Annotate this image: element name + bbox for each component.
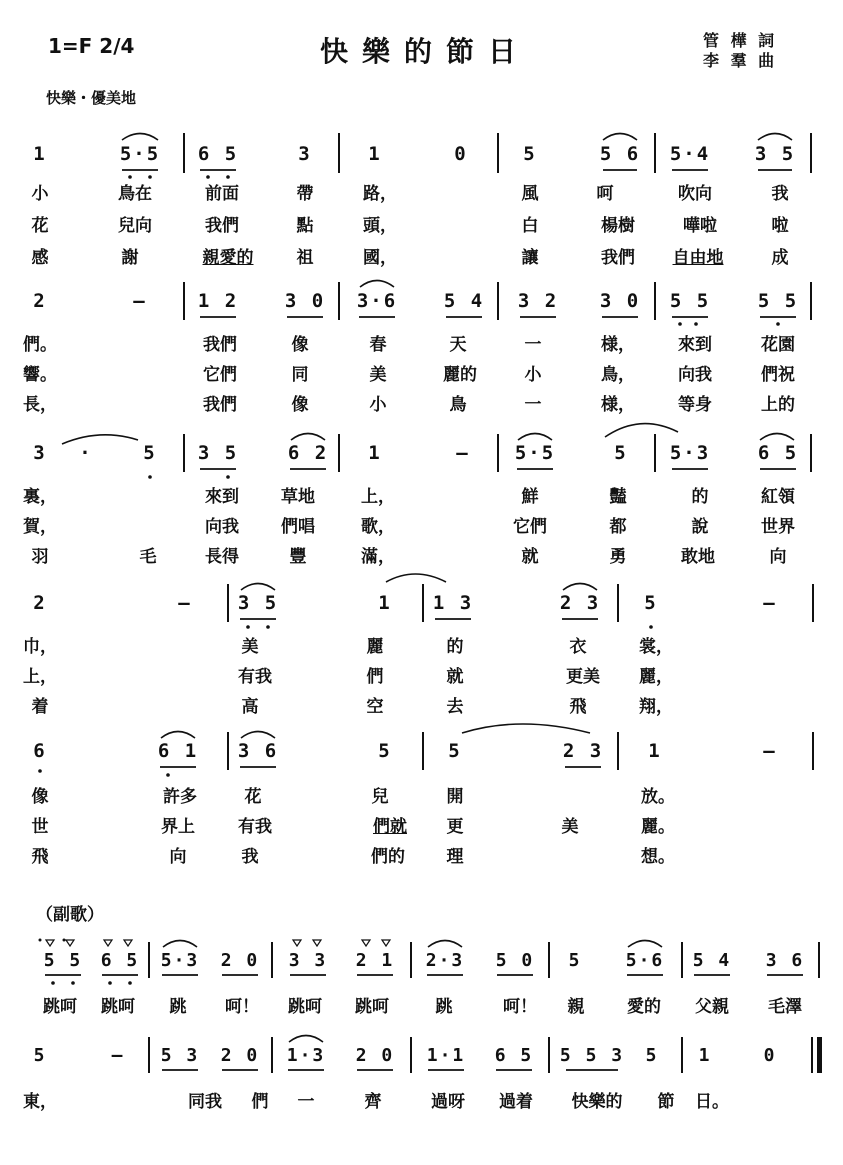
slur: [603, 134, 637, 141]
note: 1: [378, 592, 392, 614]
lyric: 跳呵: [355, 997, 389, 1017]
note: 1: [33, 143, 47, 165]
lyric: 跳呵: [101, 997, 135, 1017]
lyric: 毛: [139, 547, 157, 567]
slur: [161, 732, 195, 739]
lyric: 麗: [366, 637, 384, 657]
lyric: 美: [369, 365, 387, 385]
lyric: 跳呵: [288, 997, 322, 1017]
lyric: 說: [691, 517, 709, 537]
lyric: 兒向: [118, 216, 152, 236]
note: 0: [763, 1045, 777, 1066]
lyric: 鳥: [449, 395, 467, 415]
bar-line: [654, 133, 656, 173]
lyric: 様，: [601, 395, 635, 415]
lyric: 自由地: [672, 248, 724, 268]
lyric: 來到: [678, 335, 712, 355]
lyric: 界上: [161, 817, 195, 837]
note: 2 3: [562, 740, 604, 762]
notation-line: [0, 442, 843, 472]
note: 3 5: [754, 143, 796, 165]
slur-marks: [62, 134, 794, 1043]
bar-line: [812, 732, 814, 770]
note: 5: [568, 950, 582, 971]
note: 6 5: [757, 442, 799, 464]
bar-line: [654, 434, 656, 472]
lyric: 我們: [601, 248, 635, 268]
note: 3 0: [284, 290, 326, 312]
lyric: 高: [241, 697, 259, 717]
note: 5·5: [119, 143, 161, 165]
lyric: 美: [241, 637, 259, 657]
lyric: 我們: [203, 335, 237, 355]
lyric: 紅領: [761, 487, 795, 507]
lyric: 讓: [521, 248, 539, 268]
lyric: 頭，: [363, 216, 397, 236]
note: 6 5: [494, 1045, 534, 1066]
slur: [386, 574, 446, 582]
lyric: 謝: [121, 248, 139, 268]
lyric: 日。: [695, 1092, 729, 1112]
bar-line: [410, 942, 412, 978]
lyric: 來到: [205, 487, 239, 507]
note: 2 0: [220, 950, 260, 971]
note: —: [763, 740, 777, 762]
bar-line: [810, 133, 812, 173]
note: 5: [143, 442, 157, 464]
note: 5 5 3: [559, 1045, 625, 1066]
note: 5·5: [514, 442, 556, 464]
lyric: 長得: [205, 547, 239, 567]
lyric: 東，: [23, 1092, 57, 1112]
lyric: 我們: [205, 216, 239, 236]
lyric: 裏，: [23, 487, 57, 507]
lyric: 麗。: [641, 817, 675, 837]
lyric: 的: [691, 487, 709, 507]
note: 1: [648, 740, 662, 762]
lyric: 世: [31, 817, 49, 837]
slur: [462, 724, 590, 733]
note: 5: [644, 592, 658, 614]
lyric: 過呀: [431, 1092, 465, 1112]
lyric: 世界: [761, 517, 795, 537]
lyric: 點: [296, 216, 314, 236]
final-bar-line-thin: [811, 1037, 813, 1073]
lyric: 更: [446, 817, 464, 837]
note: 6 1: [157, 740, 199, 762]
lyric: 小: [369, 395, 387, 415]
bar-line: [271, 1037, 273, 1073]
tempo-marking: 快樂・優美地: [46, 89, 137, 107]
lyric: 它們: [513, 517, 547, 537]
lyric: 響。: [23, 365, 57, 385]
note: 3: [33, 442, 47, 464]
lyric: 楊樹: [601, 216, 635, 236]
bar-line: [617, 732, 619, 770]
note: 2 0: [220, 1045, 260, 1066]
bar-line: [818, 942, 820, 978]
lyric: 兒: [371, 787, 389, 807]
bar-line: [148, 942, 150, 978]
lyric: 路，: [363, 184, 397, 204]
lyric: 們祝: [761, 365, 795, 385]
lyric: 一: [297, 1092, 315, 1112]
lyric: 理: [446, 847, 464, 867]
lyric: 麗的: [443, 365, 477, 385]
note: 1·1: [426, 1045, 466, 1066]
lyric: 就: [521, 547, 539, 567]
lyric: 就: [446, 667, 464, 687]
lyric: 快樂的: [571, 1092, 623, 1112]
lyric: 更美: [566, 667, 600, 687]
note: 1: [368, 143, 382, 165]
composer-credit: 李 羣 曲: [703, 51, 778, 70]
final-bar-line-thick: [817, 1037, 822, 1073]
note: 2: [33, 290, 47, 312]
note: 5·4: [669, 143, 711, 165]
lyric: 們。: [23, 335, 57, 355]
bar-line: [148, 1037, 150, 1073]
note: 6 5: [100, 950, 140, 971]
note: 5 4: [692, 950, 732, 971]
slur: [760, 434, 794, 441]
note: 0: [454, 143, 468, 165]
note: 3 6: [765, 950, 805, 971]
lyric: 向: [169, 847, 187, 867]
note: 1 2: [197, 290, 239, 312]
bar-line: [183, 282, 185, 320]
lyric: 國，: [363, 248, 397, 268]
slur: [758, 134, 792, 141]
lyric: 愛的: [627, 997, 661, 1017]
note: 2 1: [355, 950, 395, 971]
bar-line: [548, 942, 550, 978]
lyric: 裳，: [639, 637, 673, 657]
note: 6: [33, 740, 47, 762]
note: 5 0: [495, 950, 535, 971]
lyric: 向: [769, 547, 787, 567]
slur: [428, 941, 462, 948]
lyric: 們的: [371, 847, 405, 867]
lyric: 開: [446, 787, 464, 807]
note: 5 5: [669, 290, 711, 312]
lyric: 呵！: [503, 997, 537, 1017]
lyric: 毛澤: [768, 997, 802, 1017]
lyric: 鮮: [521, 487, 539, 507]
note: —: [111, 1045, 125, 1066]
lyric: 花: [244, 787, 262, 807]
lyric: 前面: [205, 184, 239, 204]
lyric: 歌，: [361, 517, 395, 537]
lyric: 呵: [596, 184, 614, 204]
lyric: 着: [31, 697, 49, 717]
lyric: 等身: [678, 395, 712, 415]
lyric: 草地: [281, 487, 315, 507]
key-signature: 1=F 2/4: [48, 34, 135, 58]
lyric: 上，: [361, 487, 395, 507]
lyric: 它們: [203, 365, 237, 385]
bar-line: [497, 434, 499, 472]
bar-line: [410, 1037, 412, 1073]
lyric: 麗，: [639, 667, 673, 687]
lyric: 我們: [203, 395, 237, 415]
bar-line: [227, 584, 229, 622]
lyric: 放。: [641, 787, 675, 807]
lyric: 小: [31, 184, 49, 204]
note: —: [456, 442, 470, 464]
lyric: 帶: [296, 184, 314, 204]
lyric: 様，: [601, 335, 635, 355]
note: —: [133, 290, 147, 312]
lyric: 鳥在: [118, 184, 152, 204]
staccato-marks: [46, 940, 390, 946]
note: —: [763, 592, 777, 614]
lyric: 翔，: [639, 697, 673, 717]
note: 3 3: [288, 950, 328, 971]
note: 1 3: [432, 592, 474, 614]
note: 1: [368, 442, 382, 464]
slur: [289, 1036, 323, 1043]
lyric: 一: [524, 335, 542, 355]
note: 5·3: [669, 442, 711, 464]
slur: [563, 584, 597, 591]
bar-line: [810, 434, 812, 472]
song-title: 快樂的節日: [320, 35, 531, 68]
note: 1·3: [286, 1045, 326, 1066]
note: 5 5: [43, 950, 83, 971]
lyric: 向我: [205, 517, 239, 537]
note: 2 0: [355, 1045, 395, 1066]
lyricist-credit: 管 樺 詞: [703, 31, 778, 50]
note: 3 5: [197, 442, 239, 464]
bar-line: [338, 133, 340, 173]
note: 3 6: [237, 740, 279, 762]
bar-line: [810, 282, 812, 320]
slur: [518, 434, 552, 441]
lyric: 花: [31, 216, 49, 236]
lyric: 節: [657, 1092, 675, 1112]
bar-line: [422, 584, 424, 622]
bar-line: [497, 133, 499, 173]
lyric: 跳: [435, 997, 453, 1017]
lyric: 許多: [163, 787, 197, 807]
slur: [605, 424, 678, 437]
lyric: 飛: [31, 847, 49, 867]
lyric: 們唱: [281, 517, 315, 537]
lyric: 感: [31, 248, 49, 268]
lyric: 長，: [23, 395, 57, 415]
lyric: 風: [521, 184, 539, 204]
note: 5: [448, 740, 462, 762]
lyric: 過着: [499, 1092, 533, 1112]
lyric: 花園: [761, 335, 795, 355]
note: 5 5: [757, 290, 799, 312]
lyric: 們就: [373, 817, 407, 837]
notation-line: [0, 290, 843, 320]
note: 5: [614, 442, 628, 464]
bar-line: [812, 584, 814, 622]
lyric: 成: [771, 248, 789, 268]
note: 5·3: [160, 950, 200, 971]
note: 2 3: [559, 592, 601, 614]
note: 5·6: [625, 950, 665, 971]
lyric: 親: [567, 997, 585, 1017]
lyric: 空: [366, 697, 384, 717]
lyric: 像: [291, 335, 309, 355]
bar-line: [338, 434, 340, 472]
note: 5 6: [599, 143, 641, 165]
slur: [163, 941, 197, 948]
lyric: 飛: [569, 697, 587, 717]
lyric: 有我: [238, 817, 272, 837]
lyric: 我: [771, 184, 789, 204]
lyric: 鳥，: [601, 365, 635, 385]
slur: [360, 281, 394, 288]
note: 6 5: [197, 143, 239, 165]
slur: [291, 434, 325, 441]
lyric: 衣: [569, 637, 587, 657]
notation-line: [0, 950, 843, 980]
lyric: 向我: [678, 365, 712, 385]
note: 5 4: [443, 290, 485, 312]
lyric: 都: [609, 517, 627, 537]
lyric: 去: [446, 697, 464, 717]
note: 5: [523, 143, 537, 165]
note: 6 2: [287, 442, 329, 464]
lyric: 父親: [695, 997, 729, 1017]
bar-line: [497, 282, 499, 320]
bar-line: [338, 282, 340, 320]
lyric: 我: [241, 847, 259, 867]
notation-line: [0, 143, 843, 173]
lyric: 上的: [761, 395, 795, 415]
lyric: 們: [366, 667, 384, 687]
note: 3 2: [517, 290, 559, 312]
lyric: 呵！: [225, 997, 259, 1017]
bar-line: [183, 133, 185, 173]
note: 3·6: [356, 290, 398, 312]
bar-line: [548, 1037, 550, 1073]
note: 2: [33, 592, 47, 614]
lyric: 一: [524, 395, 542, 415]
note: —: [178, 592, 192, 614]
note-dot: ·: [79, 442, 93, 464]
lyric: 春: [369, 335, 387, 355]
lyric: 吹向: [678, 184, 712, 204]
bar-line: [617, 584, 619, 622]
lyric: 啦: [771, 216, 789, 236]
lyric: 有我: [238, 667, 272, 687]
lyric: 敢地: [681, 547, 715, 567]
lyric: 跳: [169, 997, 187, 1017]
bar-line: [681, 1037, 683, 1073]
lyric: 羽: [31, 547, 49, 567]
lyric: 像: [31, 787, 49, 807]
bar-line: [271, 942, 273, 978]
slur: [122, 134, 158, 141]
slur: [241, 584, 275, 591]
lyric: 豐: [289, 547, 307, 567]
lyric: 滿，: [361, 547, 395, 567]
note: 5: [378, 740, 392, 762]
lyric: 天: [449, 335, 467, 355]
bar-line: [227, 732, 229, 770]
lyric: 小: [524, 365, 542, 385]
bar-line: [183, 434, 185, 472]
note: 3 0: [599, 290, 641, 312]
lyric: 巾，: [23, 637, 57, 657]
lyric: 跳呵: [43, 997, 77, 1017]
chorus-label: （副歌）: [36, 905, 104, 925]
note: 3 5: [237, 592, 279, 614]
lyric: 們: [251, 1092, 269, 1112]
note: 5 3: [160, 1045, 200, 1066]
lyric: 同: [291, 365, 309, 385]
bar-line: [681, 942, 683, 978]
lyric: 白: [521, 216, 539, 236]
lyric: 的: [446, 637, 464, 657]
note: 2·3: [425, 950, 465, 971]
note: 1: [698, 1045, 712, 1066]
bar-line: [422, 732, 424, 770]
lyric: 親愛的: [202, 248, 254, 268]
lyric: 齊: [364, 1092, 382, 1112]
lyric: 想。: [641, 847, 675, 867]
lyric: 賀，: [23, 517, 57, 537]
note: 5: [33, 1045, 47, 1066]
lyric: 同我: [188, 1092, 222, 1112]
bar-line: [654, 282, 656, 320]
note: 5: [645, 1045, 659, 1066]
lyric: 嘩啦: [683, 216, 717, 236]
notation-line: [0, 1045, 843, 1075]
slur: [241, 732, 275, 739]
lyric: 祖: [296, 248, 314, 268]
lyric: 上，: [23, 667, 57, 687]
lyric: 像: [291, 395, 309, 415]
lyric: 勇: [609, 547, 627, 567]
note: 3: [298, 143, 312, 165]
slur: [628, 941, 662, 948]
lyric: 美: [561, 817, 579, 837]
lyric: 豔: [609, 487, 627, 507]
